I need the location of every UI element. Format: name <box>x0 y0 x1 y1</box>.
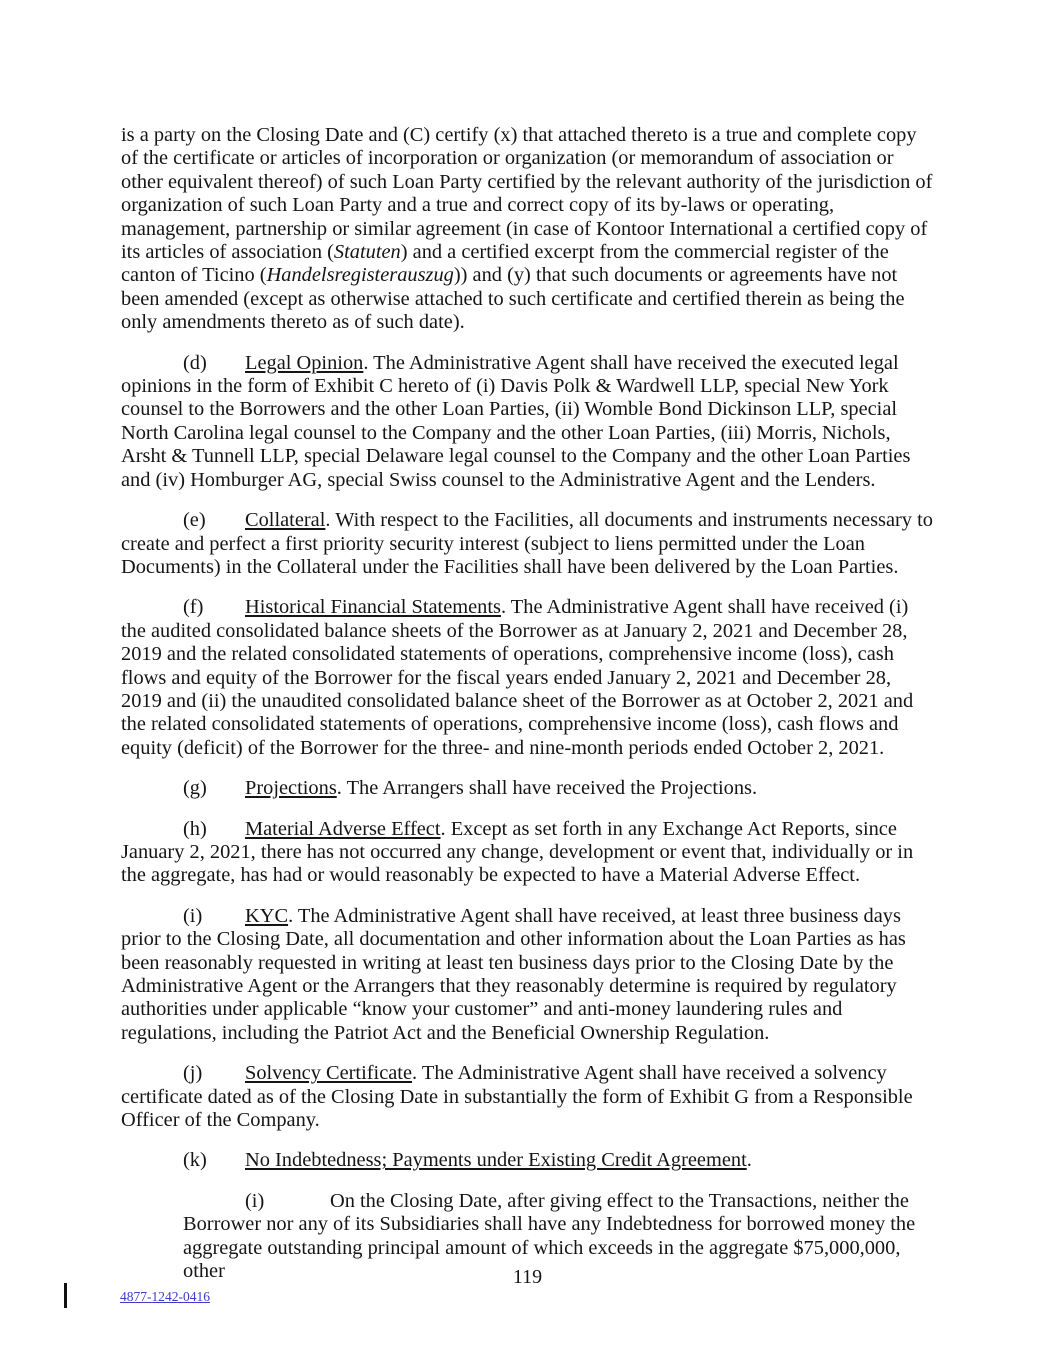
paragraph <box>121 818 933 888</box>
paragraph <box>121 509 933 579</box>
text-run: ) and a certified excerpt from the commercial register of the canton of Ticino ( <box>121 241 889 287</box>
clause-heading: Solvency Certificate <box>245 1062 413 1085</box>
item-label: (g) <box>183 777 207 800</box>
text-run: . The Administrative Agent shall have received the executed legal opinions in the form of Exhibit C hereto of (i) Davis Polk & Wardwell LLP, special New York counsel to the Borrowers and the other Loan Parties, (ii) Womble Bond Dickinson LLP, special North Carolina legal counsel to the Company and the other Loan Parties, (iii) Morris, Nichols, Arsht & Tunnell LLP, special Delaware legal counsel to the Company and the other Loan Parties and (iv) Homburger AG, special Swiss counsel to the Administrative Agent and the Lenders. <box>121 351 911 491</box>
document-body <box>121 124 933 1300</box>
paragraph <box>121 1149 933 1172</box>
revision-change-bar <box>64 1283 67 1308</box>
doc-stamp-link[interactable]: 4877-1242-0416 <box>120 1289 210 1304</box>
item-label: (i) <box>183 904 203 927</box>
clause-heading: Material Adverse Effect <box>245 817 441 840</box>
text-run: . Except as set forth in any Exchange Act Reports, since January 2, 2021, there has not occurred any change, development or event that, individually or in the aggregate, has had or would reasonably be expected to have a Material Adverse Effect. <box>121 817 914 887</box>
clause-heading: Collateral <box>245 509 326 532</box>
text-run: Handelsregisterauszug <box>266 264 454 287</box>
clause-heading: Projections <box>245 777 337 800</box>
paragraph <box>121 352 933 492</box>
item-label: (d) <box>183 351 207 374</box>
paragraph <box>121 1062 933 1132</box>
text-run: . The Administrative Agent shall have received a solvency certificate dated as of the Closing Date in substantially the form of Exhibit G from a Responsible Officer of the Company. <box>121 1062 913 1132</box>
text-run: Statuten <box>333 241 401 264</box>
text-run: is a party on the Closing Date and (C) certify (x) that attached thereto is a true and complete copy of the certificate or articles of incorporation or organization (or memorandum of association or other equivalent thereof) of such Loan Party certified by the relevant authority of the jurisdiction of organization of such Loan Party and a true and correct copy of its by-laws or operating, management, partnership or similar agreement (in case of Kontoor International a certified copy of its articles of association ( <box>121 124 933 264</box>
paragraph <box>121 777 933 800</box>
text-run: . <box>746 1149 752 1172</box>
clause-heading: No Indebtedness; Payments under Existing Credit Agreement <box>245 1149 747 1172</box>
item-label: (f) <box>183 596 204 619</box>
text-run: On the Closing Date, after giving effect to the Transactions, neither the Borrower nor any of its Subsidiaries shall have any Indebtedness for borrowed money the aggregate outstanding principal amount of which exceeds in the aggregate $75,000,000, other <box>183 1189 916 1283</box>
clause-heading: Legal Opinion <box>245 351 364 374</box>
item-label: (j) <box>183 1062 203 1085</box>
clause-heading: KYC <box>245 904 289 927</box>
text-run: . The Administrative Agent shall have received, at least three business days prior to the Closing Date, all documentation and other information about the Loan Parties as has been reasonably requested in writing at least ten business days prior to the Closing Date by the Administrative Agent or the Arrangers that they reasonably determine is required by regulatory authorities under applicable “know your customer” and anti-money laundering rules and regulations, including the Patriot Act and the Beneficial Ownership Regulation. <box>121 904 906 1044</box>
item-label: (h) <box>183 817 207 840</box>
text-run: . The Administrative Agent shall have received (i) the audited consolidated balance sheets of the Borrower as at January 2, 2021 and December 28, 2019 and the related consolidated statements of operations, comprehensive income (loss), cash flows and equity of the Borrower for the fiscal years ended January 2, 2021 and December 28, 2019 and (ii) the unaudited consolidated balance sheet of the Borrower as at October 2, 2021 and the related consolidated statements of operations, comprehensive income (loss), cash flows and equity (deficit) of the Borrower for the three- and nine-month periods ended October 2, 2021. <box>121 596 914 759</box>
paragraph <box>121 596 933 760</box>
item-label: (i) <box>245 1189 265 1212</box>
text-run: )) and (y) that such documents or agreements have not been amended (except as otherwise attached to such certificate and certified therein as being the only amendments thereto as of such date). <box>121 264 905 334</box>
item-label: (k) <box>183 1149 207 1172</box>
text-run: . The Arrangers shall have received the Projections. <box>336 777 758 800</box>
text-run: . With respect to the Facilities, all documents and instruments necessary to create and perfect a first priority security interest (subject to liens permitted under the Loan Documents) in the Collateral under the Facilities shall have been delivered by the Loan Parties. <box>121 509 933 578</box>
item-label: (e) <box>183 509 206 532</box>
page-number: 119 <box>512 1266 543 1288</box>
paragraph <box>121 905 933 1045</box>
paragraph <box>121 124 933 335</box>
clause-heading: Historical Financial Statements <box>245 596 501 619</box>
